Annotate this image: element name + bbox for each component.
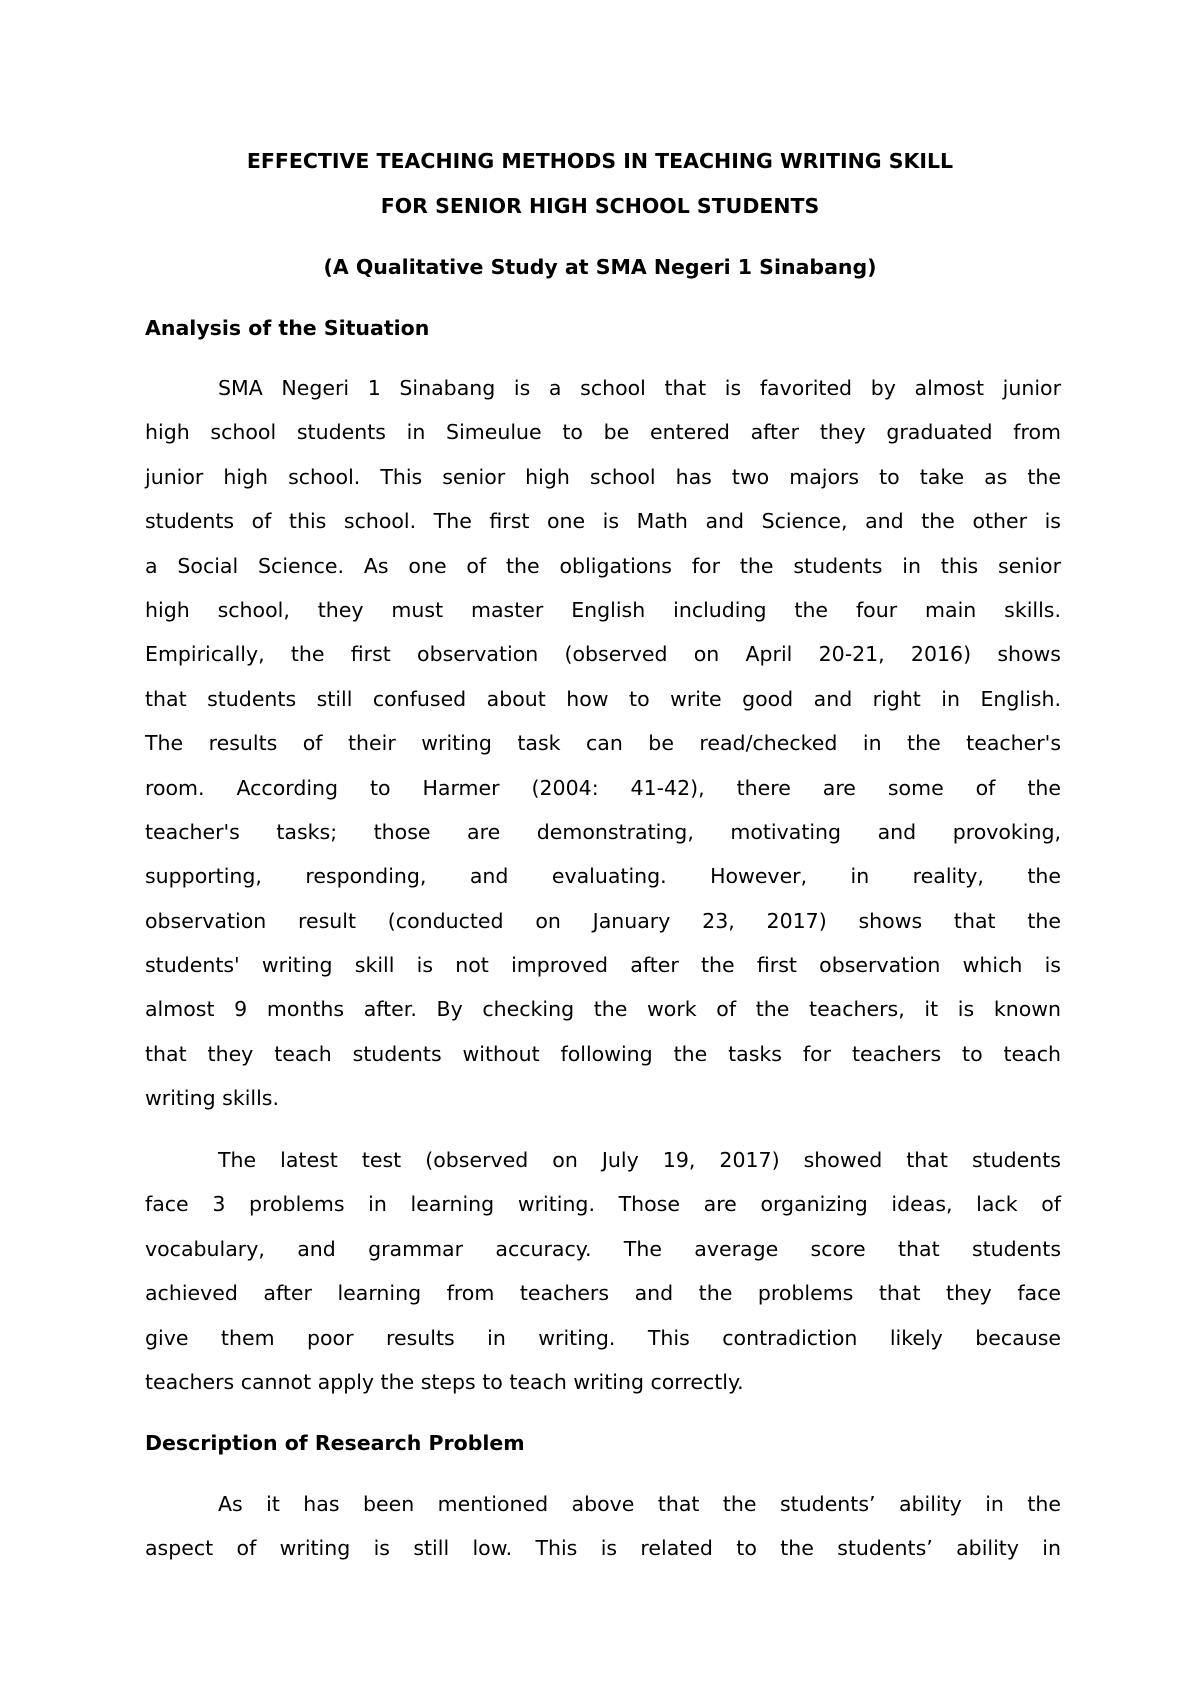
paragraph — [145, 1138, 1061, 1404]
paragraph-line: As it has been mentioned above that the students’ ability in the — [218, 1492, 1061, 1516]
paragraph-line: students' writing skill is not improved after the first observation which is — [145, 953, 1061, 978]
paragraph-line: almost 9 months after. By checking the work of the teachers, it is known — [145, 997, 1061, 1022]
paragraph-line: room. According to Harmer (2004: 41-42), there are some of the — [145, 775, 1061, 800]
paragraph-line: junior high school. This senior high school has two majors to take as the — [145, 464, 1061, 489]
paragraph-line: that students still confused about how to write good and right in English. — [145, 686, 1061, 711]
document-title-line-2: FOR SENIOR HIGH SCHOOL STUDENTS — [380, 194, 820, 218]
paragraph-line: teacher's tasks; those are demonstrating, motivating and provoking, — [145, 819, 1061, 844]
paragraph — [145, 1482, 1061, 1571]
paragraph-line: that they teach students without following the tasks for teachers to teach — [145, 1041, 1061, 1066]
paragraph-line: a Social Science. As one of the obligations for the students in this senior — [145, 553, 1061, 578]
section-heading-research-problem: Description of Research Problem — [145, 1431, 525, 1455]
paragraph-line: The latest test (observed on July 19, 2017) showed that students — [218, 1148, 1061, 1172]
paragraph-line: The results of their writing task can be read/checked in the teacher's — [145, 731, 1061, 756]
document-subtitle: (A Qualitative Study at SMA Negeri 1 Sinabang) — [323, 255, 877, 279]
paragraph-line: SMA Negeri 1 Sinabang is a school that is favorited by almost junior — [218, 376, 1061, 400]
paragraph-line: high school students in Simeulue to be entered after they graduated from — [145, 420, 1061, 445]
document-title-line-1: EFFECTIVE TEACHING METHODS IN TEACHING WRITING SKILL — [246, 149, 954, 173]
paragraph-line: vocabulary, and grammar accuracy. The average score that students — [145, 1236, 1061, 1261]
paragraph-line: Empirically, the first observation (observed on April 20-21, 2016) shows — [145, 642, 1061, 667]
paragraph-line: face 3 problems in learning writing. Those are organizing ideas, lack of — [145, 1192, 1061, 1217]
paragraph-line: students of this school. The first one is Math and Science, and the other is — [145, 509, 1061, 534]
paragraph — [145, 366, 1061, 1121]
paragraph-line: achieved after learning from teachers and the problems that they face — [145, 1281, 1061, 1306]
paragraph-line: supporting, responding, and evaluating. However, in reality, the — [145, 864, 1061, 889]
paragraph-line: writing skills. — [145, 1086, 279, 1111]
paragraph-line: observation result (conducted on January 23, 2017) shows that the — [145, 908, 1061, 933]
paragraph-line: give them poor results in writing. This contradiction likely because — [145, 1325, 1061, 1350]
paragraph-line: teachers cannot apply the steps to teach writing correctly. — [145, 1369, 744, 1394]
paragraph-line: high school, they must master English including the four main skills. — [145, 597, 1061, 622]
section-heading-analysis: Analysis of the Situation — [145, 316, 430, 340]
paragraph-line: aspect of writing is still low. This is related to the students’ ability in — [145, 1536, 1061, 1561]
